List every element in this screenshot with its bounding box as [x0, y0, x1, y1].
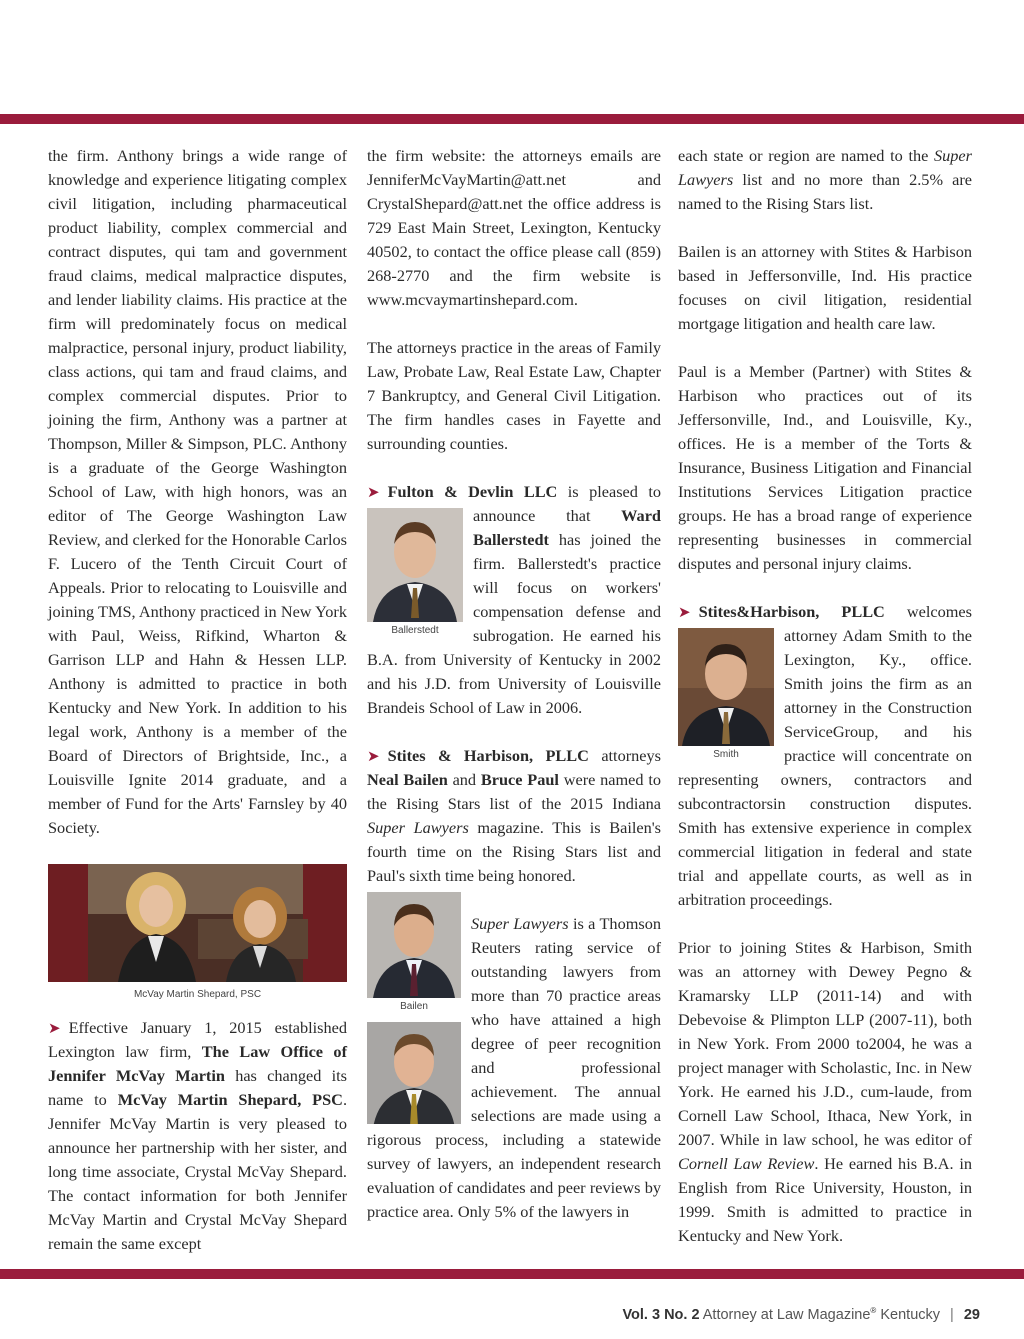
arrow-bullet-icon: ➤	[367, 483, 380, 501]
stites-harbison-rising-stars: ➤ Stites & Harbison, PLLC attorneys Neal Bailen and Bruce Paul were named to the Rising Stars list of the 2015 Indiana Super Lawyers magazine. This is Bailen's fourth time on the Rising Stars list and Paul's sixth time being honored. Bailen	[367, 744, 661, 888]
column-2	[367, 144, 661, 1248]
bailen-bio: Bailen is an attorney with Stites & Harbison based in Jeffersonville, Ind. His practice focuses on civil litigation, residential mortgage litigation and health care law.	[678, 242, 972, 333]
anthony-paragraph: the firm. Anthony brings a wide range of knowledge and experience litigating complex civil litigation, including pharmaceutical product liability, complex commercial and contract disputes, qui tam and government fraud claims, medical malpractice disputes, and lender liability claims. His practice at the firm will predominately focus on medical malpractice, personal injury, product liability, class actions, qui tam and fraud claims, and complex commercial disputes. Prior to joining the firm, Anthony was a partner at Thompson, Miller & Simpson, PLC. Anthony is a graduate of the George Washington School of Law, with high honors, was an editor of The George Washington Law Review, and clerked for the Honorable Carlos F. Lucero of the Tenth Circuit Court of Appeals. Prior to relocating to Louisville and joining TMS, Anthony practiced in New York with Paul, Weiss, Rifkind, Wharton & Garrison LLP and Hahn & Hessen LLP. Anthony is admitted to practice in both Kentucky and New York. In addition to his legal work, Anthony is a member of the Board of Directors of Brightside, Inc., a Louisville Ignite 2014 graduate, and a member of Fund for the Arts' Farnsley by 40 Society.	[48, 146, 347, 837]
smith-bio: Prior to joining Stites & Harbison, Smith was an attorney with Dewey Pegno & Kramarsky LLP (2011-14) and with Debevoise & Plimpton LLP (2007-11), both in New York. From 2000 to2004, he was a project manager with Scholastic, Inc. in New York. He earned his J.D., cum-laude, from Cornell Law School, Ithaca, New York, in 2007. While in law school, he was editor of Cornell Law Review. He earned his B.A. in English from Rice University, Houston, in 1999. Smith is admitted to practice in Kentucky and New York.	[678, 938, 973, 1245]
mcvay-practice-paragraph: The attorneys practice in the areas of Family Law, Probate Law, Real Estate Law, Chapter 7 Bankruptcy, and General Civil Litigation. The firm handles cases in Fayette and surrounding counties.	[367, 338, 661, 453]
paul-photo	[367, 1022, 461, 1124]
smith-photo-block	[678, 628, 774, 766]
paul-bio: Paul is a Member (Partner) with Stites & Harbison who practices out of its Jeffersonville, Ind., and Louisville, Ky., offices. He is a member of the Torts & Insurance, Business Litigation and Financial Institutions Services Litigation practice groups. He has a broad range of experience representing businesses in commercial disputes and personal injury claims.	[678, 362, 972, 573]
bailen-paul-photos	[367, 892, 461, 1124]
footer-volume: Vol. 3 No. 2	[622, 1306, 700, 1323]
page-footer	[622, 1306, 980, 1323]
bailen-photo	[367, 892, 461, 998]
smith-photo	[678, 628, 774, 746]
mcvay-announcement: ➤ Effective January 1, 2015 established Lexington law firm, The Law Office of Jennifer McVay Martin has changed its name to McVay Martin Shepard, PSC. Jennifer McVay Martin is very pleased to announce her partnership with her sister, and long time associate, Crystal McVay Shepard. The contact information for both Jennifer McVay Martin and Crystal McVay Shepard remain the same except	[48, 1018, 348, 1253]
footer-separator: |	[950, 1306, 954, 1323]
arrow-bullet-icon: ➤	[48, 1019, 61, 1037]
column-1	[48, 144, 347, 1280]
ballerstedt-caption: Ballerstedt	[391, 625, 439, 636]
footer-region: Kentucky	[880, 1306, 941, 1323]
page-number: 29	[963, 1306, 980, 1323]
footer-registered-mark: ®	[870, 1306, 877, 1315]
top-rule	[0, 114, 1024, 124]
arrow-bullet-icon: ➤	[678, 603, 691, 621]
arrow-bullet-icon: ➤	[367, 747, 380, 765]
ballerstedt-photo	[367, 508, 463, 622]
super-lawyers-continued: each state or region are named to the Super Lawyers list and no more than 2.5% are named to the Rising Stars list.	[678, 146, 972, 213]
mcvay-martin-shepard-photo	[48, 864, 347, 982]
footer-magazine: Attorney at Law Magazine	[702, 1306, 871, 1323]
bottom-rule	[0, 1269, 1024, 1279]
smith-announcement: ➤ Stites&Harbison, PLLC Smith welcomes attorney Adam Smith to the Lexington, Ky., office. Smith joins the firm as an attorney in the Construction ServiceGroup, and his practice will concentrate on representing owners, contractors and subcontractorsin construction disputes. Smith has extensive experience in complex commercial litigation in federal and state trial and appellate courts, as well as in arbitration proceedings.	[678, 602, 972, 909]
mcvay-photo-caption: McVay Martin Shepard, PSC	[133, 989, 262, 1000]
smith-caption: Smith	[713, 749, 739, 760]
super-lawyers-paragraph: Super Lawyers is a Thomson Reuters rating service of outstanding lawyers from more than 70 practice areas who have attained a high degree of peer recognition and professional achievement. The annual selections are made using a rigorous process, including a statewide survey of lawyers, an independent research evaluation of candidates and peer reviews by practice area. Only 5% of the lawyers in	[367, 914, 661, 1221]
ballerstedt-photo-block	[367, 508, 463, 638]
column-3	[678, 144, 972, 1272]
bailen-caption: Bailen	[400, 1001, 428, 1012]
mcvay-contact-paragraph: the firm website: the attorneys emails are JenniferMcVayMartin@att.net and CrystalShepard@att.net the office address is 729 East Main Street, Lexington, Kentucky 40502, to contact the office please call (859) 268-2770 and the firm website is www.mcvaymartinshepard.com.	[367, 146, 661, 309]
fulton-devlin-announcement: ➤ Fulton & Devlin LLC is pleased to announce that Ballerstedt Ward Ballerstedt has joined the firm. Ballerstedt's practice will focus on workers' compensation defense and subrogation. He earned his B.A. from University of Kentucky in 2002 and his J.D. from University of Louisville Brandeis School of Law in 2006.	[367, 482, 662, 717]
